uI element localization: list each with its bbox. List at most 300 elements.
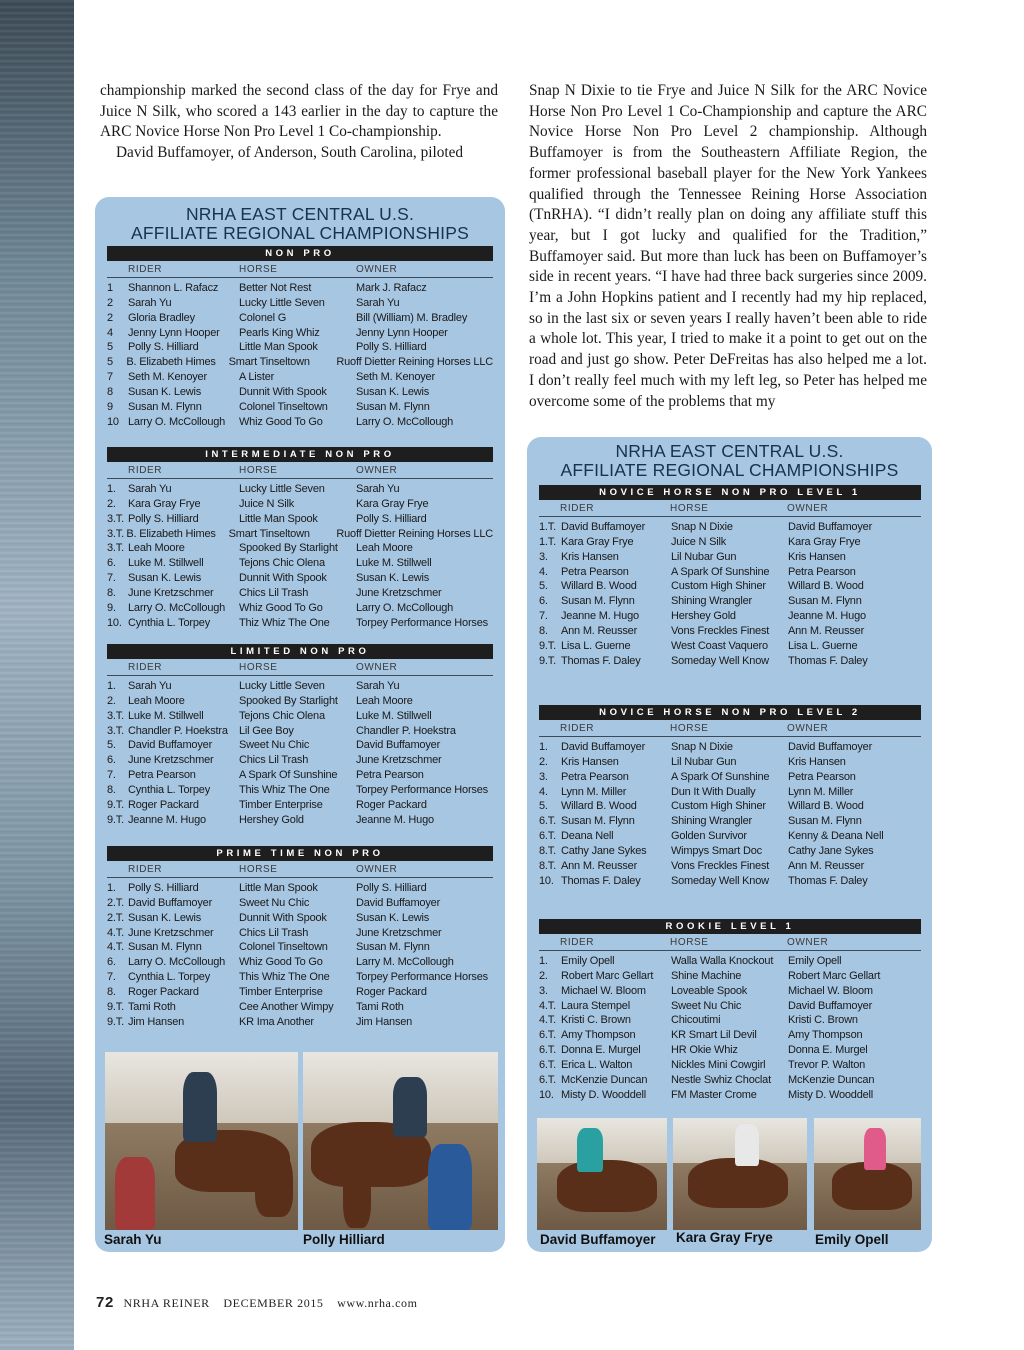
placing: 4.T. bbox=[107, 941, 124, 954]
table-row bbox=[539, 969, 921, 984]
photo-caption: Polly Hilliard bbox=[303, 1232, 385, 1247]
photo-caption: Kara Gray Frye bbox=[676, 1230, 773, 1245]
column-header-owner: OWNER bbox=[356, 662, 398, 673]
horse-name: Lucky Little Seven bbox=[239, 296, 325, 309]
placing: 8.T. bbox=[539, 844, 556, 857]
table-header-row bbox=[539, 934, 921, 951]
placing: 4. bbox=[539, 785, 548, 798]
owner-name: Polly S. Hilliard bbox=[356, 882, 427, 894]
horse-name: Smart Tinseltown bbox=[228, 356, 310, 369]
owner-name: Susan M. Flynn bbox=[788, 595, 862, 608]
horse-name: Pearls King Whiz bbox=[239, 326, 320, 339]
table-row bbox=[107, 400, 493, 415]
placing: 7. bbox=[107, 769, 116, 782]
horse-name: Little Man Spook bbox=[239, 882, 318, 894]
table-row bbox=[107, 556, 493, 571]
table-row bbox=[107, 571, 493, 586]
column-header-rider: RIDER bbox=[128, 465, 163, 476]
owner-name: Susan M. Flynn bbox=[356, 941, 430, 954]
rider-name: Chandler P. Hoekstra bbox=[128, 724, 228, 737]
owner-name: Sarah Yu bbox=[356, 296, 400, 309]
rider-name: B. Elizabeth Himes bbox=[126, 356, 216, 369]
horse-name: Cee Another Wimpy bbox=[239, 1000, 334, 1013]
horse-name: Hershey Gold bbox=[671, 610, 736, 623]
owner-name: Thomas F. Daley bbox=[788, 654, 868, 667]
owner-name: Ann M. Reusser bbox=[788, 859, 865, 872]
owner-name: Michael W. Bloom bbox=[788, 984, 873, 997]
placing: 4.T. bbox=[539, 1014, 556, 1027]
owner-name: Lynn M. Miller bbox=[788, 785, 854, 798]
placing: 1.T. bbox=[539, 535, 556, 548]
horse-name: Custom High Shiner bbox=[671, 800, 766, 813]
placing: 3. bbox=[539, 984, 548, 997]
owner-name: Jeanne M. Hugo bbox=[788, 610, 866, 623]
table-section-title: PRIME TIME NON PRO bbox=[107, 846, 493, 861]
table-section-title: INTERMEDIATE NON PRO bbox=[107, 447, 493, 462]
owner-name: Petra Pearson bbox=[788, 770, 856, 783]
owner-name: Willard B. Wood bbox=[788, 580, 864, 593]
owner-name: June Kretzschmer bbox=[356, 926, 442, 939]
rider-name: Kara Gray Frye bbox=[561, 535, 634, 548]
column-header-owner: OWNER bbox=[787, 937, 829, 948]
horse-name: Timber Enterprise bbox=[239, 985, 323, 998]
rider-name: Amy Thompson bbox=[561, 1029, 636, 1042]
table-row bbox=[107, 326, 493, 341]
column-header-horse: HORSE bbox=[239, 662, 278, 673]
rider-name: Kristi C. Brown bbox=[561, 1014, 631, 1027]
table-row bbox=[539, 755, 921, 770]
table-row bbox=[539, 1073, 921, 1088]
placing: 8. bbox=[539, 624, 548, 637]
placing: 3.T. bbox=[107, 542, 124, 555]
placing: 1. bbox=[539, 955, 548, 967]
placing: 2.T. bbox=[107, 911, 124, 924]
photo-polly-hilliard bbox=[303, 1052, 498, 1230]
horse-name: Vons Freckles Finest bbox=[671, 859, 770, 872]
horse-name: Nestle Swhiz Choclat bbox=[671, 1073, 771, 1086]
owner-name: Torpey Performance Horses bbox=[356, 783, 488, 796]
owner-name: Susan K. Lewis bbox=[356, 572, 430, 585]
horse-name: Nickles Mini Cowgirl bbox=[671, 1058, 766, 1071]
rider-name: Ann M. Reusser bbox=[561, 624, 638, 637]
owner-name: Susan M. Flynn bbox=[356, 400, 430, 413]
table-row bbox=[539, 550, 921, 565]
horse-name: Custom High Shiner bbox=[671, 580, 766, 593]
owner-name: Larry O. McCollough bbox=[356, 415, 454, 428]
table-row bbox=[539, 624, 921, 639]
placing: 3.T. bbox=[107, 527, 124, 540]
column-header-spacer bbox=[539, 934, 560, 950]
panel-title bbox=[95, 205, 505, 243]
owner-name: Polly S. Hilliard bbox=[356, 341, 427, 354]
rider-name: Susan M. Flynn bbox=[561, 595, 635, 608]
table-row bbox=[107, 985, 493, 1000]
column-header-spacer bbox=[539, 720, 560, 736]
rider-name: David Buffamoyer bbox=[128, 896, 213, 909]
rider-name: Sarah Yu bbox=[128, 296, 172, 309]
horse-name: Shine Machine bbox=[671, 969, 742, 982]
placing: 3. bbox=[539, 550, 548, 563]
placing: 6.T. bbox=[539, 1044, 556, 1057]
owner-name: Ann M. Reusser bbox=[788, 624, 865, 637]
table-row bbox=[107, 601, 493, 616]
table-row bbox=[107, 911, 493, 926]
horse-name: HR Okie Whiz bbox=[671, 1044, 738, 1057]
owner-name: Petra Pearson bbox=[356, 769, 424, 782]
table-row bbox=[539, 1013, 921, 1028]
rider-name: Cynthia L. Torpey bbox=[128, 616, 211, 629]
placing: 1 bbox=[107, 282, 113, 294]
owner-name: McKenzie Duncan bbox=[788, 1073, 875, 1086]
rider-name: Thomas F. Daley bbox=[561, 654, 641, 667]
column-header-spacer bbox=[107, 861, 128, 877]
placing: 9.T. bbox=[107, 798, 124, 811]
horse-name: Hershey Gold bbox=[239, 813, 304, 826]
rider-name: Susan K. Lewis bbox=[128, 385, 202, 398]
table-row bbox=[539, 874, 921, 889]
rider-name: David Buffamoyer bbox=[561, 741, 646, 753]
table-row bbox=[107, 709, 493, 724]
horse-name: Whiz Good To Go bbox=[239, 415, 323, 428]
owner-name: Luke M. Stillwell bbox=[356, 709, 432, 722]
owner-name: Torpey Performance Horses bbox=[356, 971, 488, 984]
horse-name: Tejons Chic Olena bbox=[239, 557, 325, 570]
owner-name: Torpey Performance Horses bbox=[356, 616, 488, 629]
placing: 4.T. bbox=[107, 926, 124, 939]
rider-name: Cynthia L. Torpey bbox=[128, 971, 211, 984]
rider-name: Gloria Bradley bbox=[128, 311, 195, 324]
placing: 5. bbox=[539, 580, 548, 593]
owner-name: Lisa L. Guerne bbox=[788, 639, 858, 652]
horse-name: Sweet Nu Chic bbox=[239, 739, 310, 752]
table-row bbox=[107, 340, 493, 355]
horse-name: Someday Well Know bbox=[671, 654, 769, 667]
table-row bbox=[107, 482, 493, 497]
table-section-title: LIMITED NON PRO bbox=[107, 644, 493, 659]
horse-name: Dunnit With Spook bbox=[239, 911, 327, 924]
horse-name: FM Master Crome bbox=[671, 1088, 757, 1101]
placing: 4. bbox=[539, 565, 548, 578]
table-row bbox=[539, 654, 921, 669]
column-header-spacer bbox=[107, 261, 128, 277]
placing: 3.T. bbox=[107, 512, 124, 525]
owner-name: Jim Hansen bbox=[356, 1015, 413, 1028]
placing: 9.T. bbox=[539, 654, 556, 667]
article-paragraph: championship marked the second class of the day for Frye and Juice N Silk, who scored a 143 earlier in the day to capture the ARC Novice Horse Non Pro Level 1 Co-championship. bbox=[100, 82, 498, 141]
table-row bbox=[107, 940, 493, 955]
horse-name: Sweet Nu Chic bbox=[671, 999, 742, 1012]
table-section-title: NON PRO bbox=[107, 246, 493, 261]
horse-name: Chics Lil Trash bbox=[239, 586, 309, 599]
owner-name: Kristi C. Brown bbox=[788, 1014, 858, 1027]
placing: 9. bbox=[107, 601, 116, 614]
table-row bbox=[539, 535, 921, 550]
rider-name: Deana Nell bbox=[561, 830, 614, 843]
table-header-row bbox=[107, 462, 493, 479]
horse-name: Chics Lil Trash bbox=[239, 926, 309, 939]
photo-emily-opell bbox=[814, 1118, 921, 1230]
owner-name: June Kretzschmer bbox=[356, 754, 442, 767]
placing: 9.T. bbox=[107, 813, 124, 826]
horse-name: A Spark Of Sunshine bbox=[239, 769, 338, 782]
table-row bbox=[107, 694, 493, 709]
placing: 2. bbox=[107, 497, 116, 510]
owner-name: Kenny & Deana Nell bbox=[788, 830, 884, 843]
photo-caption: Emily Opell bbox=[815, 1232, 889, 1247]
article-column-right bbox=[529, 81, 927, 412]
table-row bbox=[539, 844, 921, 859]
rider-name: Susan M. Flynn bbox=[561, 815, 635, 828]
table-row bbox=[539, 579, 921, 594]
placing: 5 bbox=[107, 341, 113, 354]
page-edge-texture bbox=[0, 0, 74, 1350]
horse-name: Timber Enterprise bbox=[239, 798, 323, 811]
horse-name: Juice N Silk bbox=[671, 535, 727, 548]
rider-name: David Buffamoyer bbox=[128, 739, 213, 752]
horse-name: Chics Lil Trash bbox=[239, 754, 309, 767]
horse-name: Dunnit With Spook bbox=[239, 572, 327, 585]
placing: 1.T. bbox=[539, 521, 556, 533]
panel-title-line: AFFILIATE REGIONAL CHAMPIONSHIPS bbox=[131, 223, 469, 243]
photo-caption: David Buffamoyer bbox=[540, 1232, 656, 1247]
owner-name: Ruoff Dietter Reining Horses LLC bbox=[336, 527, 493, 540]
placing: 6. bbox=[107, 754, 116, 767]
placing: 2.T. bbox=[107, 896, 124, 909]
rider-name: Robert Marc Gellart bbox=[561, 969, 654, 982]
owner-name: Susan K. Lewis bbox=[356, 385, 430, 398]
placing: 6.T. bbox=[539, 830, 556, 843]
owner-name: Chandler P. Hoekstra bbox=[356, 724, 456, 737]
table-section-title: NOVICE HORSE NON PRO LEVEL 2 bbox=[539, 705, 921, 720]
rider-name: Susan K. Lewis bbox=[128, 572, 202, 585]
rider-name: Willard B. Wood bbox=[561, 800, 637, 813]
horse-name: Lucky Little Seven bbox=[239, 680, 325, 692]
rider-name: Leah Moore bbox=[128, 542, 185, 555]
owner-name: Tami Roth bbox=[356, 1000, 404, 1013]
table-row bbox=[539, 565, 921, 580]
owner-name: Jeanne M. Hugo bbox=[356, 813, 434, 826]
placing: 10. bbox=[539, 1088, 554, 1101]
column-header-horse: HORSE bbox=[239, 465, 278, 476]
table-row bbox=[107, 1015, 493, 1030]
owner-name: Bill (William) M. Bradley bbox=[356, 311, 468, 324]
placing: 7. bbox=[107, 971, 116, 984]
photo-david-buffamoyer bbox=[537, 1118, 667, 1230]
rider-name: Lynn M. Miller bbox=[561, 785, 627, 798]
rider-name: Lisa L. Guerne bbox=[561, 639, 631, 652]
rider-name: McKenzie Duncan bbox=[561, 1073, 648, 1086]
placing: 10 bbox=[107, 415, 119, 428]
table-row bbox=[107, 881, 493, 896]
rider-name: June Kretzschmer bbox=[128, 754, 214, 767]
placing: 7 bbox=[107, 371, 113, 384]
horse-name: Someday Well Know bbox=[671, 874, 769, 887]
owner-name: Mark J. Rafacz bbox=[356, 282, 427, 294]
rider-name: Polly S. Hilliard bbox=[128, 512, 199, 525]
photo-caption: Sarah Yu bbox=[104, 1232, 162, 1247]
table-row bbox=[107, 896, 493, 911]
horse-name: Wimpys Smart Doc bbox=[671, 844, 762, 857]
owner-name: Sarah Yu bbox=[356, 680, 400, 692]
owner-name: Roger Packard bbox=[356, 798, 427, 811]
rider-name: Sarah Yu bbox=[128, 483, 172, 495]
rider-name: Jim Hansen bbox=[128, 1015, 185, 1028]
placing: 3.T. bbox=[107, 724, 124, 737]
results-table-non-pro bbox=[107, 246, 493, 429]
table-row bbox=[539, 594, 921, 609]
rider-name: Kris Hansen bbox=[561, 550, 619, 563]
horse-name: Thiz Whiz The One bbox=[239, 616, 330, 629]
panel-title-line: AFFILIATE REGIONAL CHAMPIONSHIPS bbox=[560, 460, 899, 480]
column-header-horse: HORSE bbox=[670, 723, 709, 734]
placing: 9 bbox=[107, 400, 113, 413]
placing: 2. bbox=[539, 755, 548, 768]
owner-name: Larry M. McCollough bbox=[356, 956, 454, 969]
table-row bbox=[107, 586, 493, 601]
rider-name: Donna E. Murgel bbox=[561, 1044, 641, 1057]
placing: 5. bbox=[539, 800, 548, 813]
rider-name: Erica L. Walton bbox=[561, 1058, 633, 1071]
table-row bbox=[539, 814, 921, 829]
horse-name: Shining Wrangler bbox=[671, 595, 752, 608]
owner-name: Kris Hansen bbox=[788, 550, 846, 563]
column-header-horse: HORSE bbox=[239, 264, 278, 275]
placing: 8.T. bbox=[539, 859, 556, 872]
rider-name: Cathy Jane Sykes bbox=[561, 844, 647, 857]
owner-name: Luke M. Stillwell bbox=[356, 557, 432, 570]
table-row bbox=[107, 970, 493, 985]
column-header-rider: RIDER bbox=[560, 503, 595, 514]
column-header-rider: RIDER bbox=[560, 723, 595, 734]
owner-name: Kara Gray Frye bbox=[356, 497, 429, 510]
owner-name: Polly S. Hilliard bbox=[356, 512, 427, 525]
horse-name: This Whiz The One bbox=[239, 783, 330, 796]
owner-name: Sarah Yu bbox=[356, 483, 400, 495]
rider-name: Sarah Yu bbox=[128, 680, 172, 692]
table-header-row bbox=[107, 261, 493, 278]
horse-name: Colonel Tinseltown bbox=[239, 941, 328, 954]
table-row bbox=[539, 799, 921, 814]
table-row bbox=[107, 415, 493, 430]
placing: 6.T. bbox=[539, 815, 556, 828]
horse-name: Golden Survivor bbox=[671, 830, 747, 843]
photo-kara-gray-frye bbox=[673, 1118, 807, 1230]
column-header-owner: OWNER bbox=[787, 723, 829, 734]
table-row bbox=[107, 296, 493, 311]
table-row bbox=[107, 512, 493, 527]
horse-name: Little Man Spook bbox=[239, 341, 318, 354]
column-header-horse: HORSE bbox=[239, 864, 278, 875]
rider-name: Susan M. Flynn bbox=[128, 400, 202, 413]
table-section-title: ROOKIE LEVEL 1 bbox=[539, 919, 921, 934]
owner-name: Robert Marc Gellart bbox=[788, 969, 881, 982]
owner-name: Misty D. Wooddell bbox=[788, 1088, 874, 1101]
horse-name: West Coast Vaquero bbox=[671, 639, 768, 652]
horse-name: Snap N Dixie bbox=[671, 521, 733, 533]
column-header-owner: OWNER bbox=[356, 864, 398, 875]
horse-name: Better Not Rest bbox=[239, 282, 312, 294]
placing: 9.T. bbox=[107, 1015, 124, 1028]
placing: 2. bbox=[539, 969, 548, 982]
owner-name: Donna E. Murgel bbox=[788, 1044, 868, 1057]
table-row bbox=[107, 541, 493, 556]
placing: 6. bbox=[539, 595, 548, 608]
rider-name: B. Elizabeth Himes bbox=[126, 527, 216, 540]
table-header-row bbox=[539, 720, 921, 737]
placing: 1. bbox=[107, 680, 116, 692]
owner-name: David Buffamoyer bbox=[356, 896, 441, 909]
placing: 10. bbox=[107, 616, 122, 629]
rider-name: David Buffamoyer bbox=[561, 521, 646, 533]
rider-name: Jeanne M. Hugo bbox=[561, 610, 639, 623]
owner-name: Kris Hansen bbox=[788, 755, 846, 768]
horse-name: Lucky Little Seven bbox=[239, 483, 325, 495]
rider-name: Kris Hansen bbox=[561, 755, 619, 768]
panel-title-line: NRHA EAST CENTRAL U.S. bbox=[185, 204, 415, 224]
results-table-rookie-level-1 bbox=[539, 919, 921, 1102]
table-row bbox=[539, 785, 921, 800]
website-link[interactable]: www.nrha.com bbox=[337, 1296, 418, 1310]
horse-name: Whiz Good To Go bbox=[239, 956, 323, 969]
table-row bbox=[107, 497, 493, 512]
horse-name: This Whiz The One bbox=[239, 971, 330, 984]
owner-name: David Buffamoyer bbox=[788, 521, 873, 533]
table-row bbox=[539, 1043, 921, 1058]
table-row bbox=[107, 926, 493, 941]
rider-name: Roger Packard bbox=[128, 985, 199, 998]
horse-name: Lil Gee Boy bbox=[239, 724, 294, 737]
horse-name: KR Smart Lil Devil bbox=[671, 1029, 757, 1042]
rider-name: Polly S. Hilliard bbox=[128, 882, 199, 894]
table-section-title: NOVICE HORSE NON PRO LEVEL 1 bbox=[539, 485, 921, 500]
horse-name: Tejons Chic Olena bbox=[239, 709, 325, 722]
panel-title-line: NRHA EAST CENTRAL U.S. bbox=[615, 441, 844, 461]
rider-name: Luke M. Stillwell bbox=[128, 557, 204, 570]
placing: 7. bbox=[107, 572, 116, 585]
issue-date: DECEMBER 2015 bbox=[223, 1296, 324, 1310]
column-header-horse: HORSE bbox=[670, 937, 709, 948]
horse-name: Colonel Tinseltown bbox=[239, 400, 328, 413]
horse-name: Vons Freckles Finest bbox=[671, 624, 770, 637]
rider-name: Michael W. Bloom bbox=[561, 984, 646, 997]
owner-name: Willard B. Wood bbox=[788, 800, 864, 813]
placing: 8. bbox=[107, 985, 116, 998]
horse-name: Lil Nubar Gun bbox=[671, 550, 737, 563]
article-column-left bbox=[100, 81, 498, 164]
table-row bbox=[539, 999, 921, 1014]
rider-name: Thomas F. Daley bbox=[561, 874, 641, 887]
column-header-owner: OWNER bbox=[356, 465, 398, 476]
placing: 8 bbox=[107, 385, 113, 398]
placing: 1. bbox=[107, 483, 116, 495]
table-row bbox=[107, 679, 493, 694]
table-row bbox=[107, 813, 493, 828]
table-header-row bbox=[107, 659, 493, 676]
table-row bbox=[539, 984, 921, 999]
table-row bbox=[107, 798, 493, 813]
table-row bbox=[107, 527, 493, 542]
horse-name: A Spark Of Sunshine bbox=[671, 770, 770, 783]
table-row bbox=[539, 1088, 921, 1103]
owner-name: David Buffamoyer bbox=[788, 741, 873, 753]
horse-name: Dun It With Dually bbox=[671, 785, 756, 798]
rider-name: Shannon L. Rafacz bbox=[128, 282, 219, 294]
owner-name: Larry O. McCollough bbox=[356, 601, 454, 614]
column-header-spacer bbox=[539, 500, 560, 516]
rider-name: Laura Stempel bbox=[561, 999, 630, 1012]
rider-name: Willard B. Wood bbox=[561, 580, 637, 593]
rider-name: Misty D. Wooddell bbox=[561, 1088, 647, 1101]
